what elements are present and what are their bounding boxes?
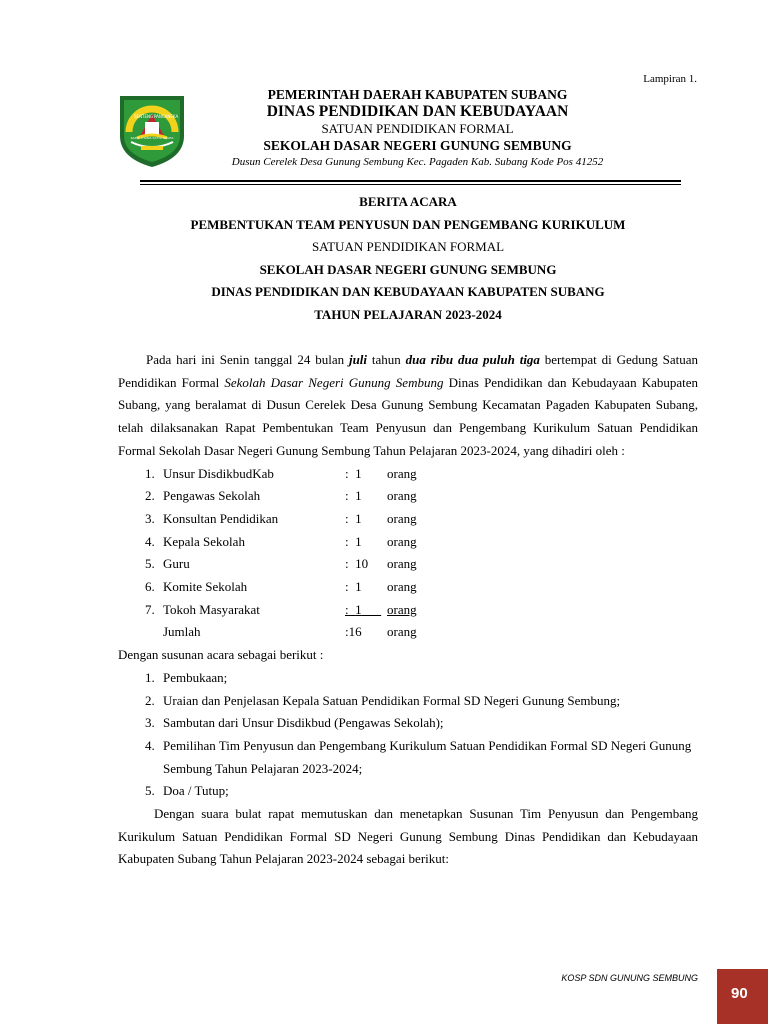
agenda-number: 5. — [145, 783, 155, 799]
intro-school-name: Sekolah Dasar Negeri Gunung Sembung — [224, 374, 444, 390]
list-item — [118, 780, 698, 803]
row-number: 5. — [145, 556, 155, 572]
row-colon: : — [345, 601, 349, 617]
agenda-text: Sambutan dari Unsur Disdikbud (Pengawas Sekolah); — [163, 715, 444, 731]
agenda-intro: Dengan susunan acara sebagai berikut : — [118, 647, 324, 663]
row-label: Unsur DisdikbudKab — [163, 465, 274, 481]
row-unit: orang — [387, 510, 417, 526]
row-colon: : — [345, 556, 349, 572]
intro-text-4: Dinas Pendidikan dan Kebudayaan Kabupaten Subang, yang beralamat di Dusun Cerelek Desa Gunung Sembung Kecamatan Pagaden Kabupaten Subang, telah dilaksanakan Rapat Pembentukan Team Penyusun dan Pengembang Kurikulum Satuan Pendidikan Formal Sekolah Dasar Negeri Gunung Sembung Tahun Pelajaran 2023-2024, yang dihadiri oleh : — [118, 374, 699, 458]
row-count: 1 — [355, 579, 362, 595]
agenda-text: Pemilihan Tim Penyusun dan Pengembang Kurikulum Satuan Pendidikan Formal SD Negeri Gunung Sembung Tahun Pelajaran 2023-2024; — [163, 737, 692, 776]
intro-text-2: tahun — [367, 352, 406, 367]
row-colon: : — [345, 533, 349, 549]
agenda-text: Doa / Tutup; — [163, 783, 229, 799]
logo-motto: KARYA UTAMA SATYA GRAHA — [130, 136, 174, 140]
intro-month: juli — [348, 352, 368, 367]
total-row — [118, 621, 447, 644]
row-count: 10 — [355, 556, 369, 572]
title-school: SEKOLAH DASAR NEGERI GUNUNG SEMBUNG — [259, 261, 557, 277]
row-count: 1 — [355, 510, 362, 526]
row-unit: orang — [387, 533, 417, 549]
row-colon: : — [345, 510, 349, 526]
row-number: 7. — [145, 601, 155, 617]
footer-label: KOSP SDN GUNUNG SEMBUNG — [561, 973, 698, 983]
table-row — [118, 531, 447, 554]
table-row — [118, 485, 447, 508]
page-number: 90 — [731, 985, 748, 1002]
letterhead-government: PEMERINTAH DAERAH KABUPATEN SUBANG — [267, 87, 568, 102]
row-label: Konsultan Pendidikan — [163, 510, 279, 526]
title-berita-acara: BERITA ACARA — [359, 194, 457, 209]
agenda-number: 3. — [145, 715, 155, 731]
intro-text-1: Pada hari ini Senin tanggal 24 bulan — [146, 352, 349, 367]
row-count: 1 — [355, 488, 362, 504]
letterhead-address: Dusun Cerelek Desa Gunung Sembung Kec. Pagaden Kab. Subang Kode Pos 41252 — [231, 156, 604, 168]
row-unit: orang — [387, 556, 417, 572]
row-number: 6. — [145, 579, 155, 595]
title-satuan: SATUAN PENDIDIKAN FORMAL — [311, 239, 505, 254]
row-label: Tokoh Masyarakat — [163, 601, 260, 617]
letterhead-school: SEKOLAH DASAR NEGERI GUNUNG SEMBUNG — [263, 138, 572, 153]
letterhead-divider — [140, 180, 681, 182]
row-label: Kepala Sekolah — [163, 533, 245, 549]
list-item — [118, 690, 698, 713]
row-label: Pengawas Sekolah — [163, 488, 261, 504]
row-number: 4. — [145, 533, 155, 549]
row-number: 1. — [145, 465, 155, 481]
table-row — [118, 599, 447, 622]
row-label: Komite Sekolah — [163, 579, 248, 595]
table-row — [118, 508, 447, 531]
agenda-number: 2. — [145, 692, 155, 708]
table-row — [118, 576, 447, 599]
table-row — [118, 463, 447, 486]
letterhead-unit: SATUAN PENDIDIKAN FORMAL — [321, 121, 514, 136]
list-item — [118, 735, 698, 780]
row-count: 1 — [355, 601, 362, 617]
total-label: Jumlah — [163, 624, 201, 640]
row-unit: orang — [387, 579, 417, 595]
logo-text-left: SENTENG — [134, 114, 154, 119]
row-number: 2. — [145, 488, 155, 504]
letterhead-divider-thin — [140, 184, 681, 185]
row-label: Guru — [163, 556, 190, 572]
row-colon: : — [345, 579, 349, 595]
row-unit: orang — [387, 465, 417, 481]
agenda-number: 4. — [145, 737, 155, 753]
letterhead-department: DINAS PENDIDIKAN DAN KEBUDAYAAN — [266, 103, 569, 120]
attachment-label: Lampiran 1. — [643, 73, 697, 85]
row-colon: : — [345, 488, 349, 504]
total-unit: orang — [387, 624, 417, 640]
regency-logo — [117, 92, 187, 169]
agenda-list — [118, 667, 698, 803]
agenda-text: Uraian dan Penjelasan Kepala Satuan Pendidikan Formal SD Negeri Gunung Sembung; — [163, 692, 621, 708]
row-colon: : — [345, 465, 349, 481]
document-body — [118, 349, 698, 871]
letterhead — [190, 86, 645, 171]
agenda-text: Pembukaan; — [163, 669, 228, 685]
intro-paragraph — [118, 349, 698, 463]
intro-text-3: bertempat di Gedung Satuan Pendidikan Formal — [118, 352, 698, 390]
list-item — [118, 712, 698, 735]
document-titles — [118, 191, 698, 326]
logo-text-right: PANCANEKA — [154, 114, 179, 119]
intro-year-words: dua ribu dua puluh tiga — [405, 352, 540, 367]
table-row — [118, 553, 447, 576]
list-item — [118, 667, 698, 690]
attendee-table — [118, 463, 447, 645]
row-count: 1 — [355, 465, 362, 481]
agenda-number: 1. — [145, 669, 155, 685]
title-year: TAHUN PELAJARAN 2023-2024 — [314, 306, 502, 322]
row-count: 1 — [355, 533, 362, 549]
total-colon: : — [345, 624, 349, 640]
row-unit: orang — [387, 488, 417, 504]
row-unit: orang — [387, 601, 417, 617]
closing-paragraph: Dengan suara bulat rapat memutuskan dan menetapkan Susunan Tim Penyusun dan Pengembang Kurikulum Satuan Pendidikan Formal SD Negeri Gunung Sembung Dinas Pendidikan dan Kebudayaan Kabupaten Subang Tahun Pelajaran 2023-2024 sebagai berikut: — [118, 806, 698, 867]
total-count: 16 — [348, 624, 362, 640]
title-pembentukan: PEMBENTUKAN TEAM PENYUSUN DAN PENGEMBANG KURIKULUM — [190, 216, 626, 232]
title-dinas: DINAS PENDIDIKAN DAN KEBUDAYAAN KABUPATEN SUBANG — [211, 284, 605, 299]
row-number: 3. — [145, 510, 155, 526]
